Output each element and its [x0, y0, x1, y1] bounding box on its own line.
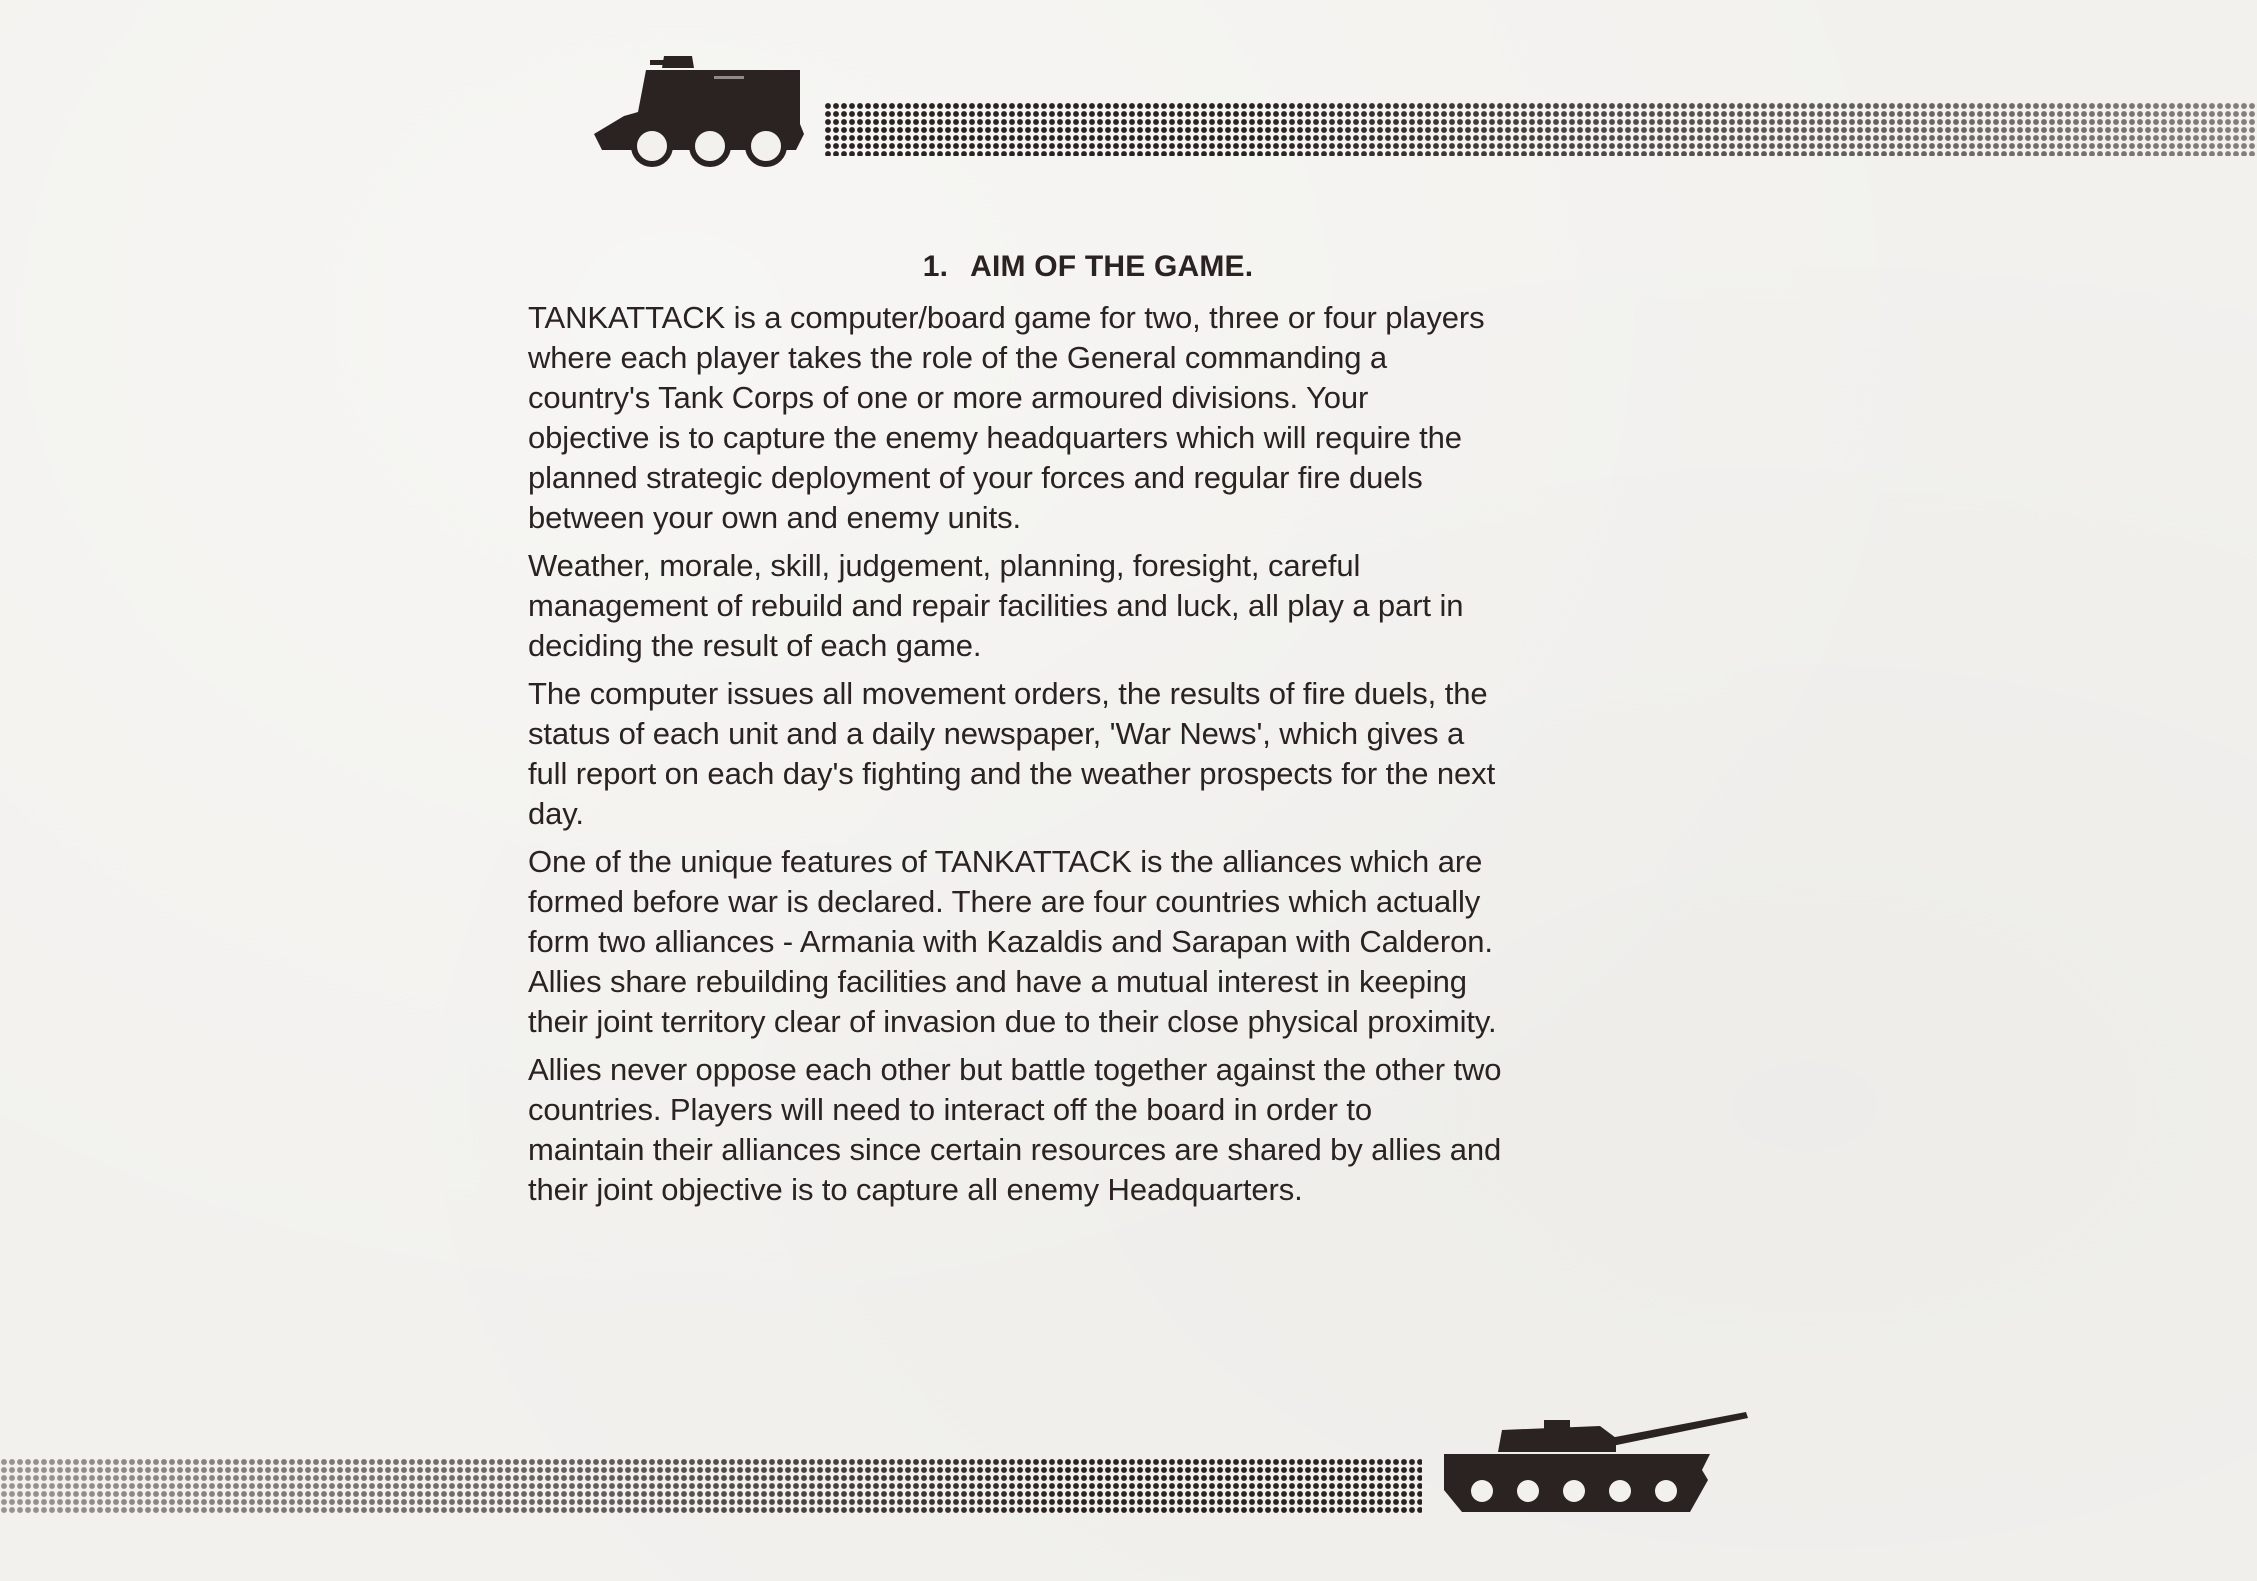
paragraph-computer: The computer issues all movement orders, the results of fire duels, the status of each unit and a daily newspaper, 'War News', which gives a full report on each day's fighting and the weather prospects for the next day.: [528, 676, 1496, 831]
section-title: AIM OF THE GAME.: [970, 250, 1254, 283]
paragraph-intro: TANKATTACK is a computer/board game for two, three or four players where each player takes the role of the General commanding a country's Tank Corps of one or more armoured divisions. Your objective is to capture the enemy headquarters which will require the planned strategic deployment of your forces and regular fire duels between your own and enemy units.: [528, 300, 1485, 535]
section-content: [528, 250, 1628, 1218]
paragraph-alliances: One of the unique features of TANKATTACK is the alliances which are formed before war is declared. There are four countries which actually form two alliances - Armania with Kazaldis and Sarapan with Calderon. Allies share rebuilding facilities and have a mutual interest in keeping their joint territory clear of invasion due to their close physical proximity.: [528, 844, 1497, 1039]
tank-icon: [1440, 1408, 1750, 1518]
armoured-car-icon: [594, 54, 804, 168]
halftone-band-bottom: [0, 1458, 1422, 1514]
section-heading: [528, 250, 1628, 284]
paragraph-factors: Weather, morale, skill, judgement, planning, foresight, careful management of rebuild and repair facilities and luck, all play a part in deciding the result of each game.: [528, 548, 1464, 663]
section-number: 1.: [922, 250, 949, 283]
halftone-band-top: [824, 102, 2257, 156]
paragraph-allies: Allies never oppose each other but battle together against the other two countries. Players will need to interact off the board in order to maintain their alliances since certain resources are shared by allies and their joint objective is to capture all enemy Headquarters.: [528, 1052, 1502, 1207]
